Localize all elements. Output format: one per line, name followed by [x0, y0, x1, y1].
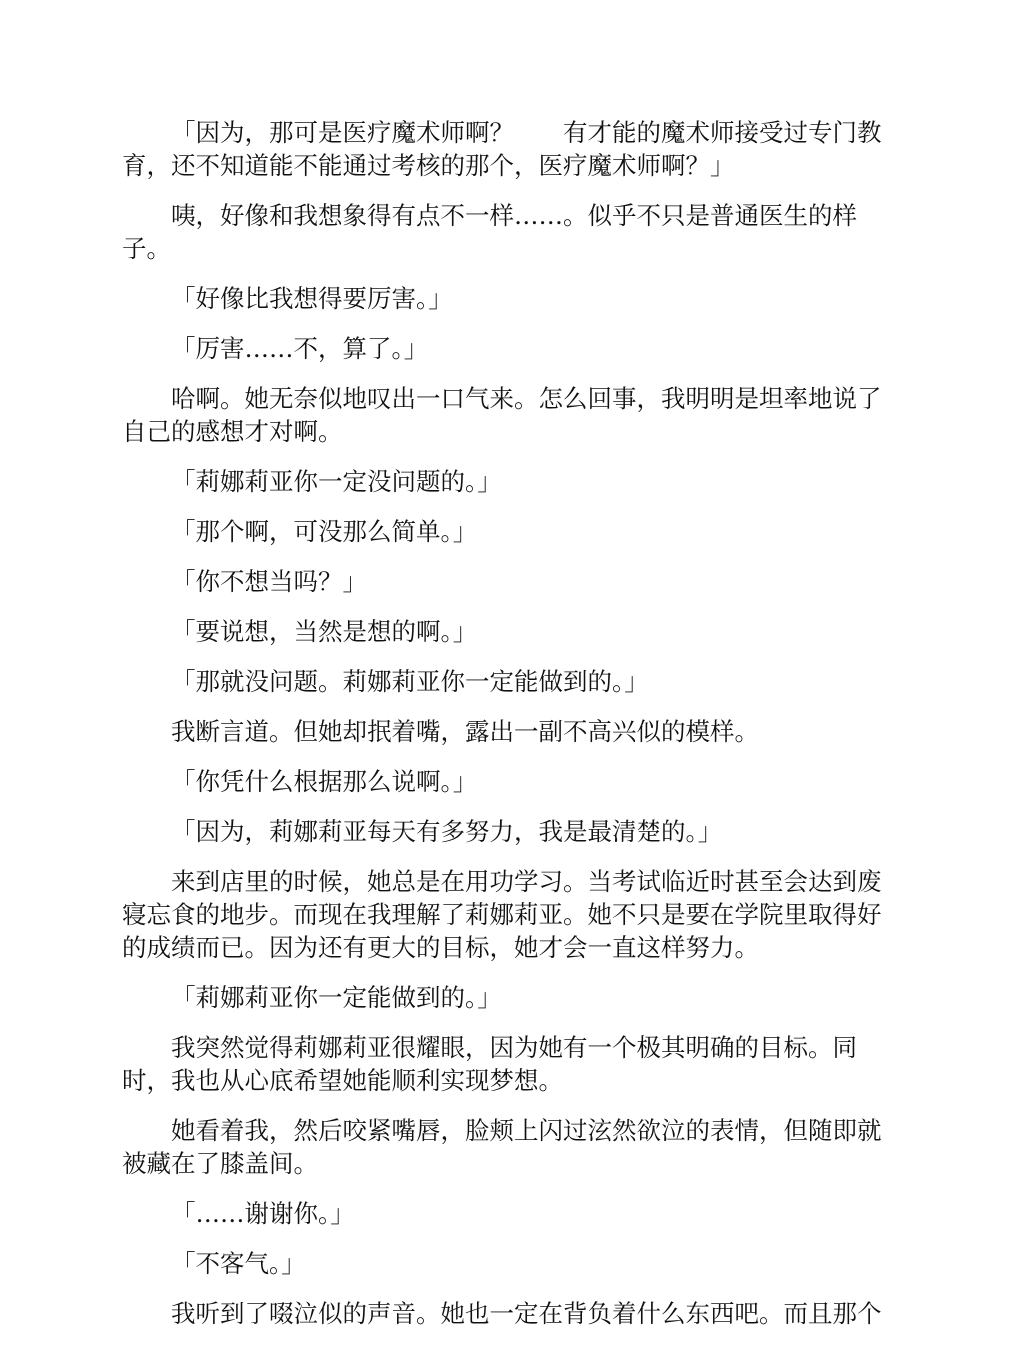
- paragraph: 「因为，莉娜莉亚每天有多努力，我是最清楚的。」: [171, 817, 723, 846]
- body-text: [122, 116, 900, 1347]
- paragraph: 「那个啊，可没那么简单。」: [171, 517, 478, 546]
- paragraph: 「莉娜莉亚你一定能做到的。」: [171, 983, 502, 1012]
- paragraph: 「……谢谢你。」: [171, 1199, 355, 1228]
- paragraph: 「莉娜莉亚你一定没问题的。」: [171, 467, 502, 496]
- paragraph: 「你不想当吗？」: [171, 567, 367, 596]
- paragraph: 我突然觉得莉娜莉亚很耀眼，因为她有一个极其明确的目标。同时，我也从心底希望她能顺利实现梦想。: [122, 1033, 857, 1095]
- paragraph: 咦，好像和我想象得有点不一样……。似乎不只是普通医生的样子。: [122, 201, 857, 263]
- paragraph: 「因为，那可是医疗魔术师啊？ 有才能的魔术师接受过专门教育，还不知道能不能通过考核的那个，医疗魔术师啊？」: [122, 118, 882, 180]
- paragraph: 我听到了啜泣似的声音。她也一定在背负着什么东西吧。而且那个: [171, 1299, 882, 1328]
- paragraph: 来到店里的时候，她总是在用功学习。当考试临近时甚至会达到废寝忘食的地步。而现在我理解了莉娜莉亚。她不只是要在学院里取得好的成绩而已。因为还有更大的目标，她才会一直这样努力。: [122, 867, 882, 962]
- paragraph: 她看着我，然后咬紧嘴唇，脸颊上闪过泫然欲泣的表情，但随即就被藏在了膝盖间。: [122, 1116, 882, 1178]
- paragraph: 「那就没问题。莉娜莉亚你一定能做到的。」: [171, 667, 649, 696]
- paragraph: 「你凭什么根据那么说啊。」: [171, 767, 478, 796]
- paragraph: 「要说想，当然是想的啊。」: [171, 617, 478, 646]
- paragraph: 我断言道。但她却抿着嘴，露出一副不高兴似的模样。: [171, 717, 759, 746]
- paragraph: 「厉害……不，算了。」: [171, 334, 429, 363]
- paragraph: 「好像比我想得要厉害。」: [171, 284, 453, 313]
- paragraph: 哈啊。她无奈似地叹出一口气来。怎么回事，我明明是坦率地说了自己的感想才对啊。: [122, 384, 882, 446]
- paragraph: 「不客气。」: [171, 1249, 306, 1278]
